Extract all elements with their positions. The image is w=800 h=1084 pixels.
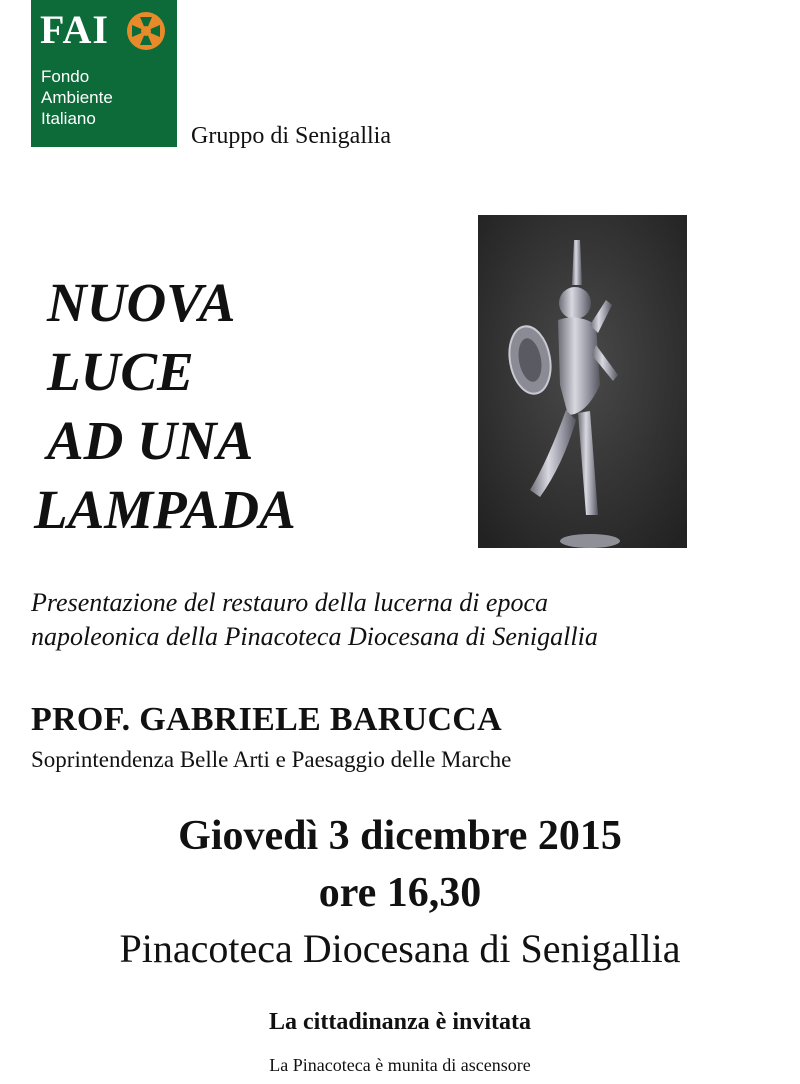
fai-flower-icon [126, 11, 166, 51]
subtitle-line: Presentazione del restauro della lucerna di epoca [31, 588, 549, 617]
fai-logo [31, 0, 177, 147]
group-name: Gruppo di Senigallia [191, 123, 391, 149]
event-venue: Pinacoteca Diocesana di Senigallia [119, 926, 681, 971]
speaker-affiliation: Soprintendenza Belle Arti e Paesaggio delle Marche [31, 747, 512, 772]
lamp-photo [478, 215, 687, 548]
logo-line: Italiano [41, 109, 96, 128]
accessibility-note: La Pinacoteca è munita di ascensore [269, 1055, 531, 1075]
logo-brand: FAI [40, 7, 109, 52]
title-line: LAMPADA [34, 479, 296, 540]
subtitle-line: napoleonica della Pinacoteca Diocesana di Senigallia [31, 622, 598, 651]
subtitle [31, 586, 598, 654]
event-date: Giovedì 3 dicembre 2015 [178, 813, 622, 859]
speaker-name: PROF. GABRIELE BARUCCA [31, 701, 503, 738]
logo-line: Ambiente [41, 88, 113, 107]
title-line: AD UNA [47, 410, 254, 471]
logo-line: Fondo [41, 67, 90, 86]
invitation-text: La cittadinanza è invitata [269, 1009, 531, 1035]
title-line: LUCE [47, 341, 194, 402]
title-line: NUOVA [47, 272, 236, 333]
event-time: ore 16,30 [318, 870, 482, 916]
poster-title [0, 268, 296, 544]
logo-wordmark [41, 66, 113, 129]
